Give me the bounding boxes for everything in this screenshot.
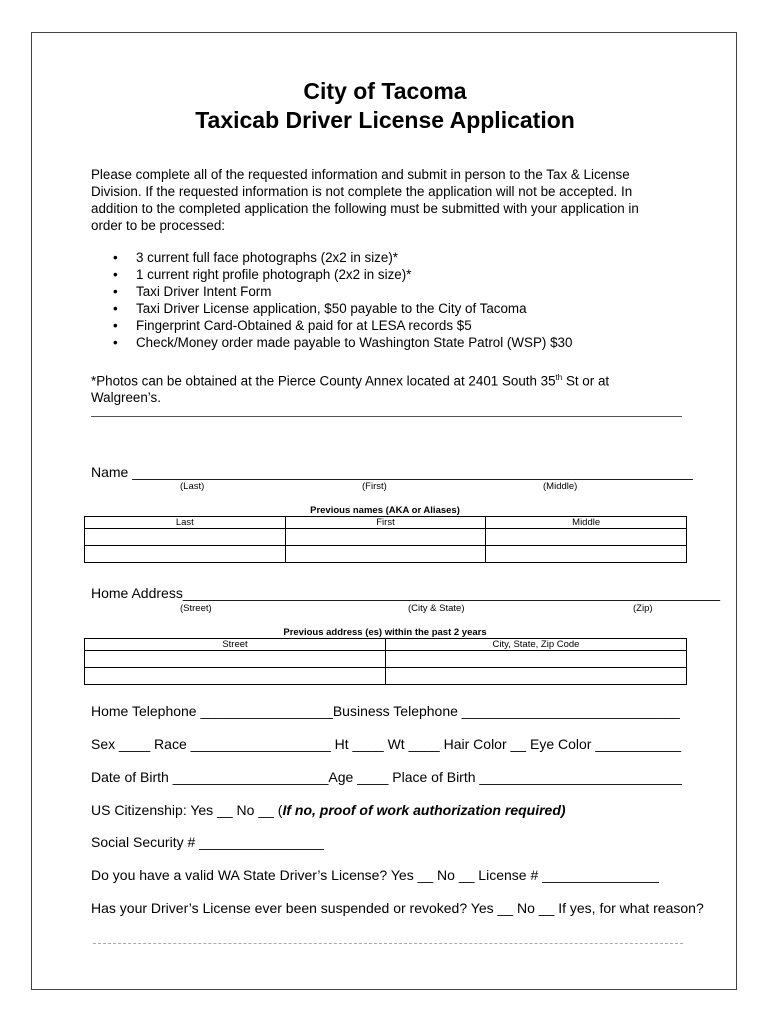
table-cell[interactable] bbox=[85, 668, 386, 685]
column-header-street: Street bbox=[85, 639, 386, 651]
table-row bbox=[85, 668, 687, 685]
previous-address-table bbox=[84, 638, 687, 685]
bullet-icon: • bbox=[113, 301, 118, 316]
bullet-icon: • bbox=[113, 335, 118, 350]
table-cell[interactable] bbox=[285, 546, 486, 563]
previous-address-caption: Previous address (es) within the past 2 years bbox=[283, 627, 487, 638]
bullet-icon: • bbox=[113, 318, 118, 333]
column-header-first: First bbox=[285, 517, 486, 529]
previous-names-table bbox=[84, 516, 687, 563]
table-row bbox=[85, 651, 687, 668]
section-divider bbox=[91, 416, 682, 417]
bullet-icon: • bbox=[113, 250, 118, 265]
table-header-row bbox=[85, 517, 687, 529]
name-last-caption: (Last) bbox=[180, 481, 205, 492]
name-middle-caption: (Middle) bbox=[543, 481, 578, 492]
table-cell[interactable] bbox=[85, 529, 286, 546]
requirements-list bbox=[111, 249, 572, 351]
name-field[interactable]: Name ________________________________________________________________________ bbox=[91, 464, 693, 480]
birth-fields[interactable]: Date of Birth ____________________Age ____ Place of Birth __________________________ bbox=[91, 769, 682, 785]
home-address-field[interactable]: Home Address_____________________________________________________________________ bbox=[91, 585, 721, 601]
table-cell[interactable] bbox=[486, 546, 687, 563]
list-item: • 1 current right profile photograph (2x2 in size)* bbox=[113, 267, 412, 282]
reason-answer-line[interactable] bbox=[93, 943, 683, 944]
list-item: • Fingerprint Card-Obtained & paid for at LESA records $5 bbox=[113, 318, 472, 333]
address-zip-caption: (Zip) bbox=[633, 603, 653, 614]
previous-names-caption: Previous names (AKA or Aliases) bbox=[310, 505, 460, 516]
telephone-fields[interactable]: Home Telephone _________________Business Telephone ____________________________ bbox=[91, 703, 680, 719]
photo-note: *Photos can be obtained at the Pierce County Annex located at 2401 South 35th St or at Walgreen’s. bbox=[91, 373, 610, 406]
table-cell[interactable] bbox=[486, 529, 687, 546]
table-cell[interactable] bbox=[386, 668, 687, 685]
citizenship-field[interactable]: US Citizenship: Yes __ No __ (If no, proof of work authorization required) bbox=[91, 802, 566, 818]
table-cell[interactable] bbox=[85, 546, 286, 563]
page-title-application: Taxicab Driver License Application bbox=[195, 107, 575, 133]
column-header-middle: Middle bbox=[486, 517, 687, 529]
license-suspended-field[interactable]: Has your Driver’s License ever been suspended or revoked? Yes __ No __ If yes, for what reason? bbox=[91, 900, 704, 916]
wa-license-field[interactable]: Do you have a valid WA State Driver’s License? Yes __ No __ License # _______________ bbox=[91, 867, 659, 883]
list-item: • Taxi Driver License application, $50 payable to the City of Tacoma bbox=[113, 301, 527, 316]
column-header-city-state-zip: City, State, Zip Code bbox=[386, 639, 687, 651]
page-title-city: City of Tacoma bbox=[303, 78, 467, 104]
table-cell[interactable] bbox=[285, 529, 486, 546]
table-row bbox=[85, 529, 687, 546]
table-row bbox=[85, 546, 687, 563]
name-first-caption: (First) bbox=[362, 481, 387, 492]
table-cell[interactable] bbox=[386, 651, 687, 668]
ssn-field[interactable]: Social Security # ________________ bbox=[91, 834, 324, 850]
table-header-row bbox=[85, 639, 687, 651]
physical-description-fields[interactable]: Sex ____ Race __________________ Ht ____ Wt ____ Hair Color __ Eye Color ___________ bbox=[91, 736, 681, 752]
list-item: • Taxi Driver Intent Form bbox=[113, 284, 272, 299]
list-item: • 3 current full face photographs (2x2 in size)* bbox=[113, 250, 399, 265]
bullet-icon: • bbox=[113, 267, 118, 282]
intro-paragraph: Please complete all of the requested information and submit in person to the Tax & License Division. If the requested information is not complete the application will not be accepted. In addition to the completed application the following must be submitted with your application in order to be processed: bbox=[91, 167, 639, 233]
address-city-caption: (City & State) bbox=[408, 603, 465, 614]
bullet-icon: • bbox=[113, 284, 118, 299]
column-header-last: Last bbox=[85, 517, 286, 529]
table-cell[interactable] bbox=[85, 651, 386, 668]
list-item: • Check/Money order made payable to Washington State Patrol (WSP) $30 bbox=[113, 335, 573, 350]
address-street-caption: (Street) bbox=[180, 603, 212, 614]
